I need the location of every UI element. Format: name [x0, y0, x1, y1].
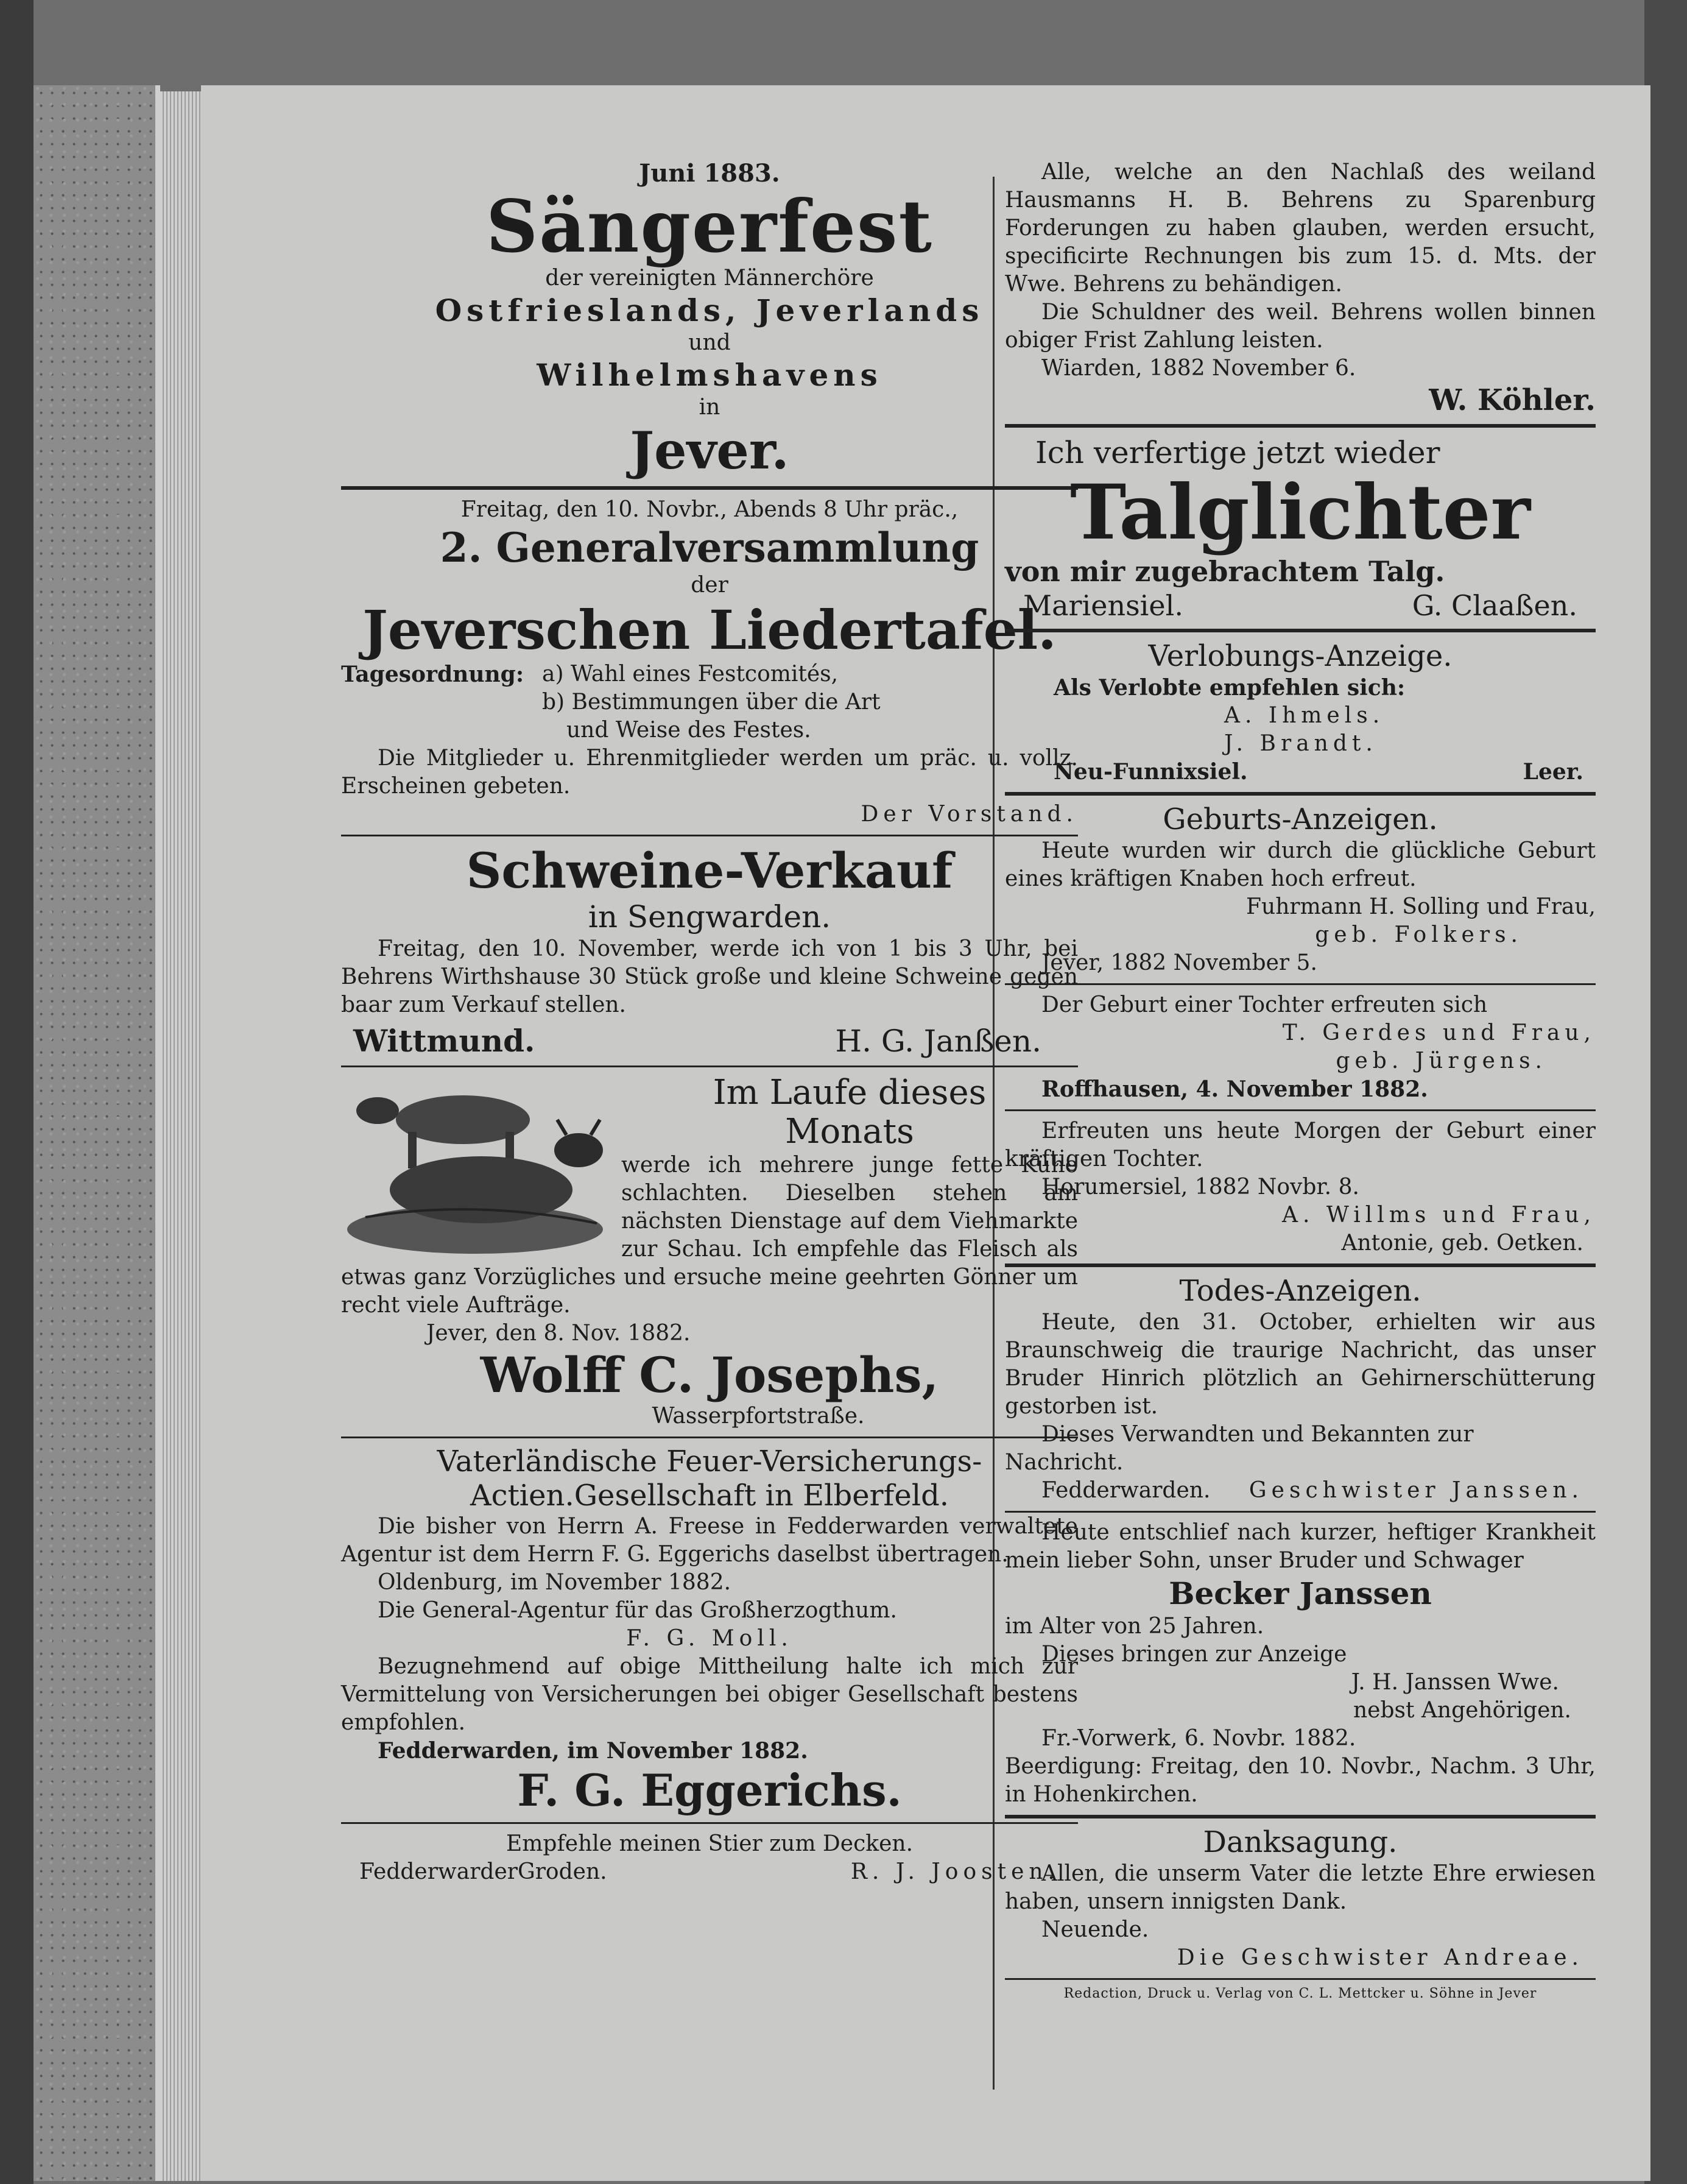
ad-line: der vereinigten Männerchöre: [545, 266, 874, 291]
separator: [1005, 1263, 1596, 1267]
ad-signature: G. Claaßen.: [1412, 589, 1577, 622]
ad-text: Die Mitglieder u. Ehrenmitglieder werden um präc. u. vollz. Erscheinen gebeten.: [341, 746, 1078, 799]
agenda-item: und Weise des Festes.: [566, 718, 811, 743]
cows-illustration-icon: [341, 1077, 609, 1260]
ad-title: Im Laufe dieses: [713, 1073, 987, 1112]
ad-title: Danksagung.: [1203, 1825, 1398, 1859]
ad-talglichter: [1005, 434, 1596, 623]
ad-text: Empfehle meinen Stier zum Decken.: [505, 1831, 914, 1856]
separator: [341, 1822, 1078, 1824]
separator: [1005, 1511, 1596, 1513]
ad-stier: [341, 1830, 1078, 1886]
ad-name: Jeverschen Liedertafel.: [362, 598, 1057, 662]
ad-title: Verlobungs-Anzeige.: [1148, 639, 1453, 673]
ad-line: von mir zugebrachtem Talg.: [1005, 555, 1445, 588]
agenda-item: b) Bestimmungen über die Art: [542, 690, 881, 715]
ad-place: Jever.: [630, 420, 789, 481]
ad-title: Vaterländische Feuer-Versicherungs-: [437, 1444, 982, 1479]
agenda: [341, 660, 1078, 744]
separator: [1005, 1815, 1596, 1818]
separator: [341, 1437, 1078, 1438]
ad-place: Neu-Funnixsiel.: [1054, 759, 1248, 785]
separator: [1005, 1109, 1596, 1111]
ad-title: Geburts-Anzeigen.: [1163, 802, 1438, 836]
ad-street: Wasserpfortstraße.: [652, 1404, 865, 1429]
next-page-shadow: [1644, 0, 1687, 2184]
ad-name: Becker Janssen: [1169, 1575, 1432, 1611]
ad-footer: [1005, 588, 1596, 623]
ad-signature: nebst Angehörigen.: [1353, 1698, 1571, 1723]
ad-title: Talglichter: [1070, 468, 1530, 557]
agenda-item: a) Wahl eines Festcomités,: [542, 662, 839, 687]
ad-text: im Alter von 25 Jahren.: [1005, 1614, 1264, 1639]
ad-footer: [1005, 1477, 1596, 1505]
ad-signature: Antonie, geb. Oetken.: [1341, 1231, 1583, 1256]
ad-signature: F. G. Eggerichs.: [517, 1764, 902, 1816]
ad-signature: F. G. Moll.: [626, 1626, 793, 1651]
ad-name: J. Brandt.: [1224, 731, 1378, 756]
ad-text: Dieses bringen zur Anzeige: [1041, 1642, 1347, 1667]
ad-place: FedderwarderGroden.: [359, 1859, 607, 1884]
ad-text: Beerdigung: Freitag, den 10. Novbr., Nachm. 3 Uhr, in Hohenkirchen.: [1005, 1754, 1596, 1807]
ad-line: in: [699, 395, 720, 420]
ad-text: Bezugnehmend auf obige Mittheilung halte ich mich zur Vermittelung von Versicherungen bei obiger Gesellschaft bestens empfohlen.: [341, 1654, 1078, 1735]
ad-text: Die bisher von Herrn A. Freese in Fedderwarden verwaltete Agentur ist dem Herrn F. G. Eggerichs daselbst übertragen.: [341, 1514, 1078, 1567]
ad-signature: H. G. Janßen.: [835, 1023, 1041, 1059]
ad-text: Dieses Verwandten und Bekannten zur Nachricht.: [1005, 1422, 1474, 1475]
newspaper-page: [201, 85, 1650, 2181]
ad-title: 2. Generalversammlung: [440, 524, 979, 571]
right-column: [1005, 158, 1596, 2001]
separator: [1005, 792, 1596, 796]
ad-place: Neuende.: [1041, 1917, 1149, 1942]
separator: [341, 486, 1078, 490]
ad-title: Schweine-Verkauf: [466, 842, 953, 899]
separator: [341, 1065, 1078, 1067]
ad-line: Wilhelmshavens: [537, 357, 882, 393]
ad-verlobung: [1005, 638, 1596, 786]
ad-text: Heute, den 31. October, erhielten wir aus Braunschweig die traurige Nachricht, das unser Bruder Hinrich plötzlich an Gehirnerschütterung gestorben ist.: [1005, 1310, 1596, 1419]
ad-signature: Die Geschwister Andreae.: [1177, 1945, 1583, 1970]
agenda-label: Tagesordnung:: [341, 662, 524, 687]
ad-date: Fedderwarden, im November 1882.: [378, 1738, 808, 1764]
ad-signature: J. H. Janssen Wwe.: [1351, 1670, 1559, 1695]
ad-signature: Fuhrmann H. Solling und Frau,: [1246, 894, 1596, 919]
ad-text: Die Schuldner des weil. Behrens wollen binnen obiger Frist Zahlung leisten.: [1005, 300, 1596, 353]
ad-date: Freitag, den 10. Novbr., Abends 8 Uhr präc.,: [460, 497, 959, 522]
ad-text: Heute entschlief nach kurzer, heftiger Krankheit mein lieber Sohn, unser Bruder und Schwager: [1005, 1520, 1596, 1573]
ad-signature: geb. Jürgens.: [1336, 1048, 1547, 1073]
ad-line: der: [691, 573, 728, 598]
ad-text: Die General-Agentur für das Großherzogthum.: [378, 1598, 897, 1623]
separator: [1005, 424, 1596, 428]
ad-date: Fr.-Vorwerk, 6. Novbr. 1882.: [1041, 1726, 1356, 1751]
separator: [341, 835, 1078, 836]
ad-signature: T. Gerdes und Frau,: [1282, 1020, 1596, 1045]
book-spine: [0, 0, 33, 2184]
ad-todes: [1005, 1273, 1596, 1809]
ad-liedertafel: [341, 496, 1078, 829]
page-edges: [160, 91, 203, 2181]
ad-versicherung: [341, 1444, 1078, 1816]
ad-text: Heute wurden wir durch die glückliche Geburt eines kräftigen Knaben hoch erfreut.: [1005, 838, 1596, 891]
ad-text: Allen, die unserm Vater die letzte Ehre erwiesen haben, unsern innigsten Dank.: [1005, 1861, 1596, 1914]
ad-title: Actien.Gesellschaft in Elberfeld.: [470, 1479, 949, 1513]
ad-kuehe: [341, 1073, 1078, 1430]
ad-title: Monats: [785, 1112, 914, 1151]
ad-date: Roffhausen, 4. November 1882.: [1041, 1076, 1428, 1102]
ad-text: Freitag, den 10. November, werde ich von 1 bis 3 Uhr, bei Behrens Wirthshause 30 Stück große und kleine Schweine gegen baar zum Verkauf stellen.: [341, 936, 1078, 1017]
ad-line: Ich verfertige jetzt wieder: [1035, 435, 1440, 470]
ad-title: Todes-Anzeigen.: [1179, 1274, 1421, 1308]
left-column: [341, 158, 1078, 1886]
ad-line: und: [688, 330, 731, 355]
ad-line: Als Verlobte empfehlen sich:: [1054, 675, 1406, 701]
separator: [1005, 983, 1596, 985]
ad-geburt: [1005, 802, 1596, 1257]
ad-place: in Sengwarden.: [588, 899, 831, 935]
ad-saengerfest: [341, 158, 1078, 480]
agenda-items: [542, 660, 881, 744]
book-binding: [33, 85, 160, 2181]
ad-footer: [1005, 758, 1596, 786]
ad-signature: Geschwister Janssen.: [1249, 1478, 1583, 1503]
ad-date: Jever, den 8. Nov. 1882.: [426, 1321, 691, 1346]
ad-place: Fedderwarden.: [1041, 1478, 1211, 1503]
ad-text: Alle, welche an den Nachlaß des weiland Hausmanns H. B. Behrens zu Sparenburg Forderungen zu haben glauben, werden ersucht, specificirte Rechnungen bis zum 15. d. Mts. der Wwe. Behrens zu behändigen.: [1005, 160, 1596, 297]
separator: [1005, 629, 1596, 632]
ad-signature: A. Willms und Frau,: [1282, 1203, 1596, 1228]
ad-date: Oldenburg, im November 1882.: [378, 1570, 731, 1595]
ad-text: werde ich mehrere junge fette Kühe schlachten. Dieselben stehen am nächsten Dienstage auf dem Viehmarkte zur Schau. Ich empfehle das Fleisch als etwas ganz Vorzügliches und ersuche meine geehrten Gönner um recht viele Aufträge.: [341, 1153, 1078, 1318]
ad-place: Leer.: [1523, 759, 1583, 785]
ad-date: Juni 1883.: [639, 159, 780, 188]
ad-schweine: [341, 843, 1078, 1059]
ad-text: Erfreuten uns heute Morgen der Geburt einer kräftigen Tochter.: [1005, 1119, 1596, 1172]
ad-signature: Der Vorstand.: [861, 802, 1078, 827]
ad-date: Wiarden, 1882 November 6.: [1041, 356, 1356, 381]
ad-date: Horumersiel, 1882 Novbr. 8.: [1041, 1175, 1359, 1200]
ad-title: Sängerfest: [486, 184, 933, 269]
ad-place: Mariensiel.: [1023, 589, 1183, 622]
ad-date: Jever, 1882 November 5.: [1041, 950, 1317, 975]
ad-line: Ostfrieslands, Jeverlands: [435, 292, 984, 328]
separator: [1005, 1978, 1596, 1980]
ad-text: Der Geburt einer Tochter erfreuten sich: [1041, 992, 1488, 1017]
ad-town: Wittmund.: [353, 1023, 535, 1059]
ad-signature: geb. Folkers.: [1315, 922, 1523, 947]
ad-signature: R. J. Joosten.: [850, 1859, 1060, 1884]
imprint: Redaction, Druck u. Verlag von C. L. Mettcker u. Söhne in Jever: [1063, 1986, 1537, 2001]
ad-dank: [1005, 1825, 1596, 1972]
ad-footer: [341, 1858, 1078, 1886]
ad-nachlass: [1005, 158, 1596, 418]
ad-signature: W. Köhler.: [1429, 383, 1596, 417]
ad-name: A. Ihmels.: [1224, 703, 1385, 728]
ad-signature: Wolff C. Josephs,: [480, 1346, 939, 1404]
ad-footer: [341, 1019, 1078, 1059]
